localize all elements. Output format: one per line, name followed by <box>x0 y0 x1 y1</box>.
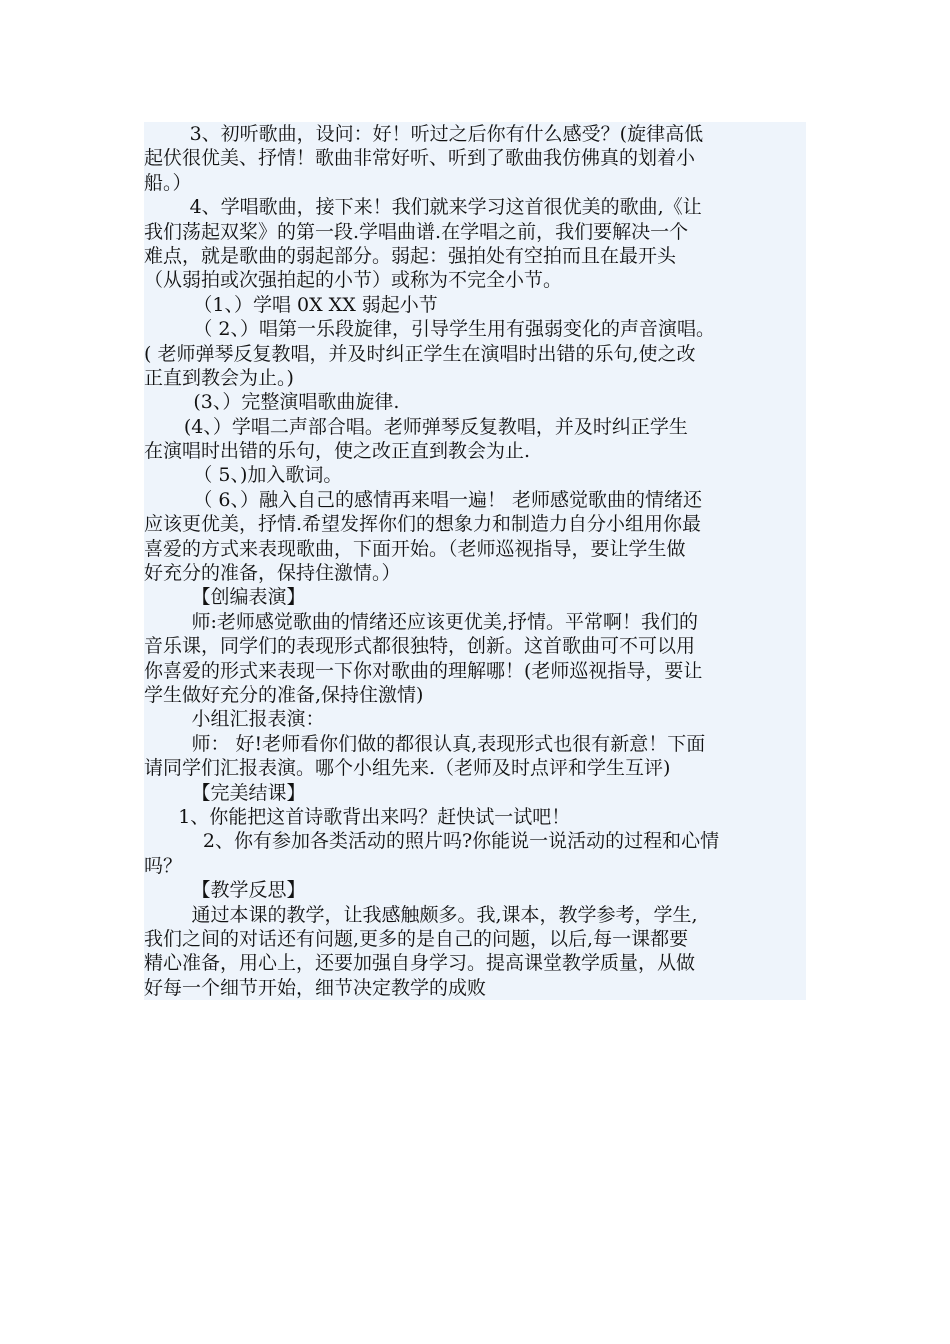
text-line: 吗？ <box>144 854 183 877</box>
text-line: 起伏很优美、抒情！歌曲非常好听、听到了歌曲我仿佛真的划着小 <box>144 147 696 170</box>
text-line: 1、你能把这首诗歌背出来吗？赶快试一试吧！ <box>178 805 571 828</box>
text-line: （ 2、）唱第一乐段旋律，引导学生用有强弱变化的声音演唱。 <box>193 318 716 341</box>
text-line: 难点，就是歌曲的弱起部分。弱起：强拍处有空拍而且在最开头 <box>144 244 677 267</box>
text-line: 3、初听歌曲，设问：好！听过之后你有什么感受？(旋律高低 <box>189 123 704 145</box>
text-line: 师： 好!老师看你们做的都很认真,表现形式也很有新意！下面 <box>191 732 706 755</box>
text-line: （从弱拍或次强拍起的小节）或称为不完全小节。 <box>144 269 563 292</box>
text-line: 学生做好充分的准备,保持住激情) <box>144 683 424 706</box>
text-line: 正直到教会为止。) <box>144 366 294 389</box>
text-line: 【完美结课】 <box>191 781 306 804</box>
text-line: 请同学们汇报表演。哪个小组先来.（老师及时点评和学生互评) <box>144 757 671 780</box>
text-line: (3、）完整演唱歌曲旋律. <box>193 391 400 414</box>
lesson-text-block <box>144 122 806 1000</box>
text-line: 我们之间的对话还有问题,更多的是自己的问题，以后,每一课都要 <box>144 927 689 950</box>
text-line: 小组汇报表演： <box>191 708 325 731</box>
text-line: 好充分的准备，保持住激情。） <box>144 562 401 585</box>
text-line: 喜爱的方式来表现歌曲，下面开始。（老师巡视指导，要让学生做 <box>144 537 686 560</box>
text-line: ( 老师弹琴反复教唱，并及时纠正学生在演唱时出错的乐句,使之改 <box>144 342 696 365</box>
text-line: 【创编表演】 <box>191 586 306 609</box>
text-line: 精心准备，用心上，还要加强自身学习。提高课堂教学质量，从做 <box>144 952 696 975</box>
text-line: 应该更优美，抒情.希望发挥你们的想象力和制造力自分小组用你最 <box>144 513 702 536</box>
text-line: （ 6、）融入自己的感情再来唱一遍！ 老师感觉歌曲的情绪还 <box>193 488 703 511</box>
text-line: 师:老师感觉歌曲的情绪还应该更优美,抒情。平常啊！我们的 <box>191 610 698 633</box>
text-line: 你喜爱的形式来表现一下你对歌曲的理解哪！(老师巡视指导，要让 <box>144 659 703 682</box>
text-line: 在演唱时出错的乐句，使之改正直到教会为止. <box>144 440 531 463</box>
text-line: 船。） <box>144 171 192 194</box>
text-line: 我们荡起双桨》的第一段.学唱曲谱.在学唱之前，我们要解决一个 <box>144 220 689 243</box>
text-line: 通过本课的教学，让我感触颇多。我,课本，教学参考，学生, <box>191 903 698 926</box>
text-line: 2、你有参加各类活动的照片吗?你能说一说活动的过程和心情 <box>202 830 720 853</box>
text-line: 4、学唱歌曲，接下来！我们就来学习这首很优美的歌曲,《让 <box>189 196 702 219</box>
text-line: （1、）学唱 0X XX 弱起小节 <box>193 293 438 316</box>
text-line: 好每一个细节开始，细节决定教学的成败 <box>144 976 487 999</box>
text-line: (4、）学唱二声部合唱。老师弹琴反复教唱，并及时纠正学生 <box>183 415 688 438</box>
text-line: 【教学反思】 <box>191 879 306 902</box>
text-line: 音乐课，同学们的表现形式都很独特，创新。这首歌曲可不可以用 <box>144 635 696 658</box>
text-line: （ 5、)加入歌词。 <box>193 464 343 487</box>
